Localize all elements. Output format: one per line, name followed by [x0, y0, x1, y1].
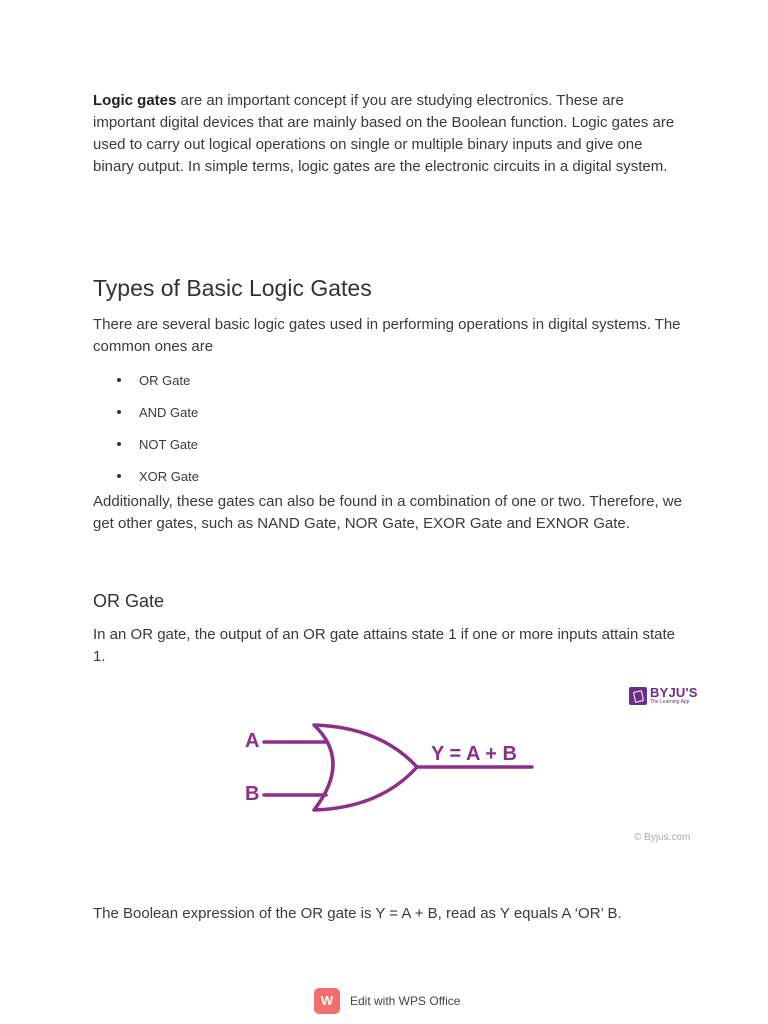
wps-icon: W [314, 988, 340, 1014]
logo-tagline: The Learning App [650, 699, 690, 705]
list-item: NOT Gate [115, 436, 199, 468]
or-gate-heading: OR Gate [93, 591, 165, 611]
input-a-label: A [245, 730, 260, 752]
byjus-logo-icon [629, 687, 647, 705]
copyright-text: © Byjus.com [634, 832, 691, 843]
types-paragraph: There are several basic logic gates used in performing operations in digital systems. The common ones are [93, 316, 681, 355]
list-item: OR Gate [115, 372, 199, 404]
list-item: XOR Gate [115, 468, 199, 500]
or-gate-diagram [240, 715, 540, 820]
wps-edit-button[interactable] [314, 988, 460, 1014]
or-gate-paragraph: In an OR gate, the output of an OR gate attains state 1 if one or more inputs attain state 1. [93, 626, 676, 665]
logo-name: BYJU'S [650, 685, 698, 700]
section-title: Types of Basic Logic Gates [93, 275, 372, 301]
input-b-label: B [245, 783, 260, 805]
intro-text: are an important concept if you are studying electronics. These are important digital devices that are mainly based on the Boolean function. Logic gates are used to carry out logical operations on single or multiple binary inputs and give one binary output. In simple terms, logic gates are the electronic circuits in a digital system. [93, 92, 675, 175]
boolean-paragraph: The Boolean expression of the OR gate is Y = A + B, read as Y equals A ‘OR’ B. [93, 905, 622, 922]
additional-paragraph: Additionally, these gates can also be found in a combination of one or two. Therefore, we get other gates, such as NAND Gate, NOR Gate, EXOR Gate and EXNOR Gate. [93, 493, 682, 532]
intro-lead: Logic gates [93, 92, 177, 109]
byjus-logo [629, 686, 698, 705]
output-label: Y = A + B [431, 743, 517, 765]
or-gate-body [314, 725, 417, 810]
intro-paragraph [93, 90, 683, 178]
gate-list [115, 372, 199, 500]
list-item: AND Gate [115, 404, 199, 436]
wps-label: Edit with WPS Office [350, 994, 461, 1008]
